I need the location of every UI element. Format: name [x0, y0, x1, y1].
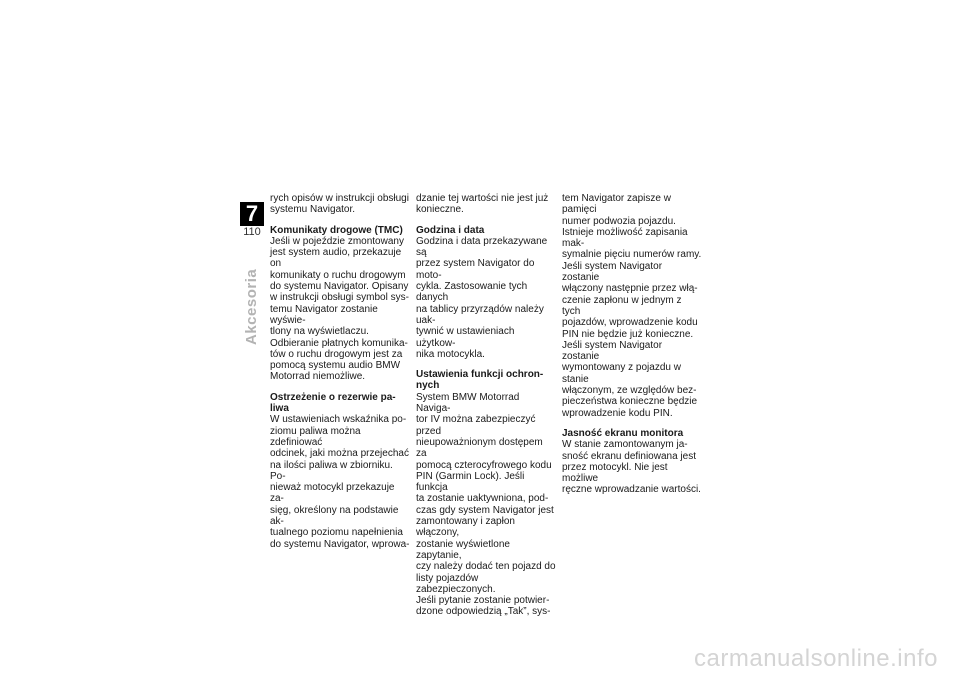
paragraph: rych opisów w instrukcji obsługi systemu Navigator.	[270, 193, 409, 216]
section-heading: Godzina i data	[416, 224, 485, 236]
text-column-3	[562, 193, 702, 496]
section-heading: Ostrzeżenie o rezerwie pa- liwa	[270, 391, 396, 415]
section-heading: Ustawienia funkcji ochron- nych	[416, 369, 544, 392]
paragraph: dzanie tej wartości nie jest już konieczne.	[416, 193, 549, 216]
paragraph: Godzina i data przekazywane są przez system Navigator do moto- cykla. Zastosowanie tych danych na tablicy przyrządów należy uak- tywnić w ustawieniach użytkow- nika motocykla.	[416, 235, 548, 360]
text-column-1	[270, 193, 410, 550]
watermark: carmanualsonline.info	[694, 645, 938, 672]
text-column-2	[416, 193, 556, 618]
paragraph: Jeśli w pojeździe zmontowany jest system audio, przekazuje on komunikaty o ruchu drogowym do systemu Navigator. Opisany w instrukcji obsługi symbol sys- temu Navigator zostanie wyświe- tlony na wyświetlaczu. Odbieranie płatnych komunika- tów o ruchu drogowym jest za pomocą systemu audio BMW Motorrad niemożliwe.	[270, 235, 409, 383]
section-heading: Komunikaty drogowe (TMC)	[270, 224, 403, 236]
paragraph: W ustawieniach wskaźnika po- ziomu paliwa można zdefiniować odcinek, jaki można przejechać na ilości paliwa w zbiorniku. Po- nieważ motocykl przekazuje za- sięg, określony na podstawie ak- tualnego poziomu napełnienia do systemu Navigator, wprowa-	[270, 414, 410, 550]
section-heading: Jasność ekranu monitora	[562, 427, 684, 439]
chapter-title: Akcesoria	[243, 268, 260, 345]
page-number: 110	[243, 226, 261, 238]
chapter-number: 7	[240, 202, 264, 226]
paragraph: W stanie zamontowanym ja- sność ekranu definiowana jest przez motocykl. Nie jest możliwe ręczne wprowadzanie wartości.	[562, 439, 701, 496]
paragraph: tem Navigator zapisze w pamięci numer podwozia pojazdu. Istnieje możliwość zapisania mak- symalnie pięciu numerów ramy. Jeśli system Navigator zostanie włączony następnie przez włą- czenie zapłonu w jednym z tych pojazdów, wprowadzenie kodu PIN nie będzie już konieczne. Jeśli system Navigator zostanie wymontowany z pojazdu w stanie włączonym, ze względów bez- pieczeństwa konieczne będzie wprowadzenie kodu PIN.	[562, 193, 702, 419]
paragraph: System BMW Motorrad Naviga- tor IV można zabezpieczyć przed nieupoważnionym dostępem za pomocą czterocyfrowego kodu PIN (Garmin Lock). Jeśli funkcja ta zostanie uaktywniona, pod- czas gdy system Navigator jest zamontowany i zapłon włączony, zostanie wyświetlone zapytanie, czy należy dodać ten pojazd do listy pojazdów zabezpieczonych. Jeśli pytanie zostanie potwier- dzone odpowiedzią „Tak”, sys-	[416, 391, 556, 618]
